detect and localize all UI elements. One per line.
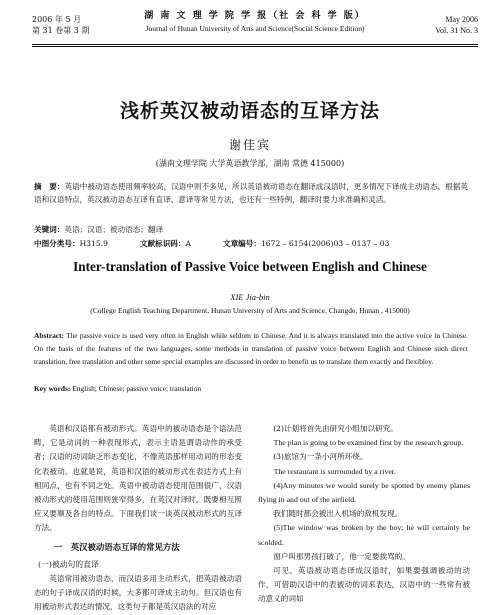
header-journal-name <box>142 10 368 34</box>
example-3-en: The restaurant is surrounded by a river. <box>273 466 396 476</box>
example-5-cn: 窗户叫那男孩打破了，他一定要挨骂的。 <box>273 551 410 561</box>
intro-paragraph: 英语和汉语都有被动形式。英语中的被动语态是个语法范畴，它是动词的一种表现形式，表示主语是谓语动作的承受者；汉语的动词缺乏形态变化，不像英语那样用动词的形态变化表被动。也就是说，英语和汉语的被动形式在表达方式上有相同点，也有不同之处。英语中被动语态使用范围很广，汉语被动形式的使用范围则狭窄得多，在英汉对译时，既要相互照应又要顺及各自的特点。下面我们谈一谈英汉被动形式的互译方法。 <box>34 424 242 533</box>
header-rule-second <box>32 46 478 47</box>
header-rule <box>32 44 478 45</box>
abstract-en-text: The passive voice is used very often in English while seldom in Chinese. And it is always translated into the active voice in Chinese. On the basis of the features of the two languages, some methods in translation of passive voice between English and Chinese such direct translation, free translation and other some special examples are discussed in order to benefit us to translate them exactly and flexibley. <box>34 331 468 366</box>
author-name-en: XIE Jia-bin <box>230 292 270 302</box>
example-5-en: (5)The window was broken by the boy; he will certainly be scolded. <box>258 523 470 547</box>
keywords-en-label: Key words: <box>34 384 71 393</box>
keywords-en <box>34 383 468 395</box>
example-4-en: (4)Any minutes we would surely be spotted by enemy planes flying in and out of the airfield. <box>258 480 470 505</box>
body-paragraph-right: 可见，英语被动语态译成汉语时，如果要强调被动的动作，可借助汉语中的表被动的词来表达，汉语中的一些常有被动意义的词如 <box>258 566 470 604</box>
keywords-cn <box>34 224 468 236</box>
header-date-cn: 2006 年 5 月 <box>32 15 82 24</box>
article-number-label: 文章编号： <box>222 239 261 248</box>
running-header <box>32 6 478 48</box>
article-title-en: Inter-translation of Passive Voice between English and Chinese <box>73 259 427 274</box>
header-date-en: May 2006 <box>445 15 478 24</box>
affiliation-en: (College English Teaching Department, Hunan University of Arts and Science. Changde, Hunan , 415000) <box>90 306 410 315</box>
body-paragraph-left: 英语常用被动语态，而汉语多用主动形式，把英语被动语态的句子译成汉语的时候，大多都可译成主动句。但汉语也有用被动形式表达的情况，这类句子都是英汉语法的对应 <box>34 574 242 612</box>
affiliation-cn: (湖南文理学院 大学英语教学部，湖南 常德 415000) <box>155 159 345 168</box>
subsection-title: (一)被动句的直译 <box>38 559 99 569</box>
abstract-cn-label: 摘 要： <box>34 182 65 191</box>
header-issue-cn <box>32 14 89 36</box>
abstract-en <box>34 330 468 368</box>
classification-row <box>34 238 468 250</box>
keywords-cn-text: 英语；汉语；被动语态；翻译 <box>64 225 164 234</box>
header-issue-en <box>435 14 478 36</box>
abstract-cn-text: 英语中被动语态使用频率较高，汉语中则不多见，所以英语被动语态在翻译成汉语时，更多情况下译成主动语态。根据英语和汉语特点，英汉被动语态互译有直译、意译等常见方法，也还有一些特例，翻译时要力求准确和灵活。 <box>34 182 469 204</box>
section-title: 一 英汉被动语态互译的常见方法 <box>54 541 180 552</box>
clc-value: H315.9 <box>79 239 108 248</box>
header-volume-en: Vol. 31 No. 3 <box>435 26 478 35</box>
example-2-cn: (2)计划将首先由研究小组加以研究。 <box>273 424 398 433</box>
example-4-cn: 我们随时都会被出入机场的敌机发现。 <box>273 509 403 519</box>
journal-name-en: Journal of Hunan University of Arts and Science(Social Science Edition) <box>145 24 365 33</box>
example-2-en: The plan is going to be examined first by the research group. <box>273 438 464 448</box>
doc-code-label: 文献标识码： <box>139 239 186 248</box>
keywords-cn-label: 关键词： <box>34 225 65 234</box>
body-column-left <box>34 422 242 615</box>
body-column-right <box>258 422 470 607</box>
author-name-cn: 谢佳宾 <box>228 138 271 152</box>
abstract-cn <box>34 180 468 206</box>
journal-name-cn: 湖 南 文 理 学 院 学 报（社 会 科 学 版） <box>144 11 366 21</box>
doc-code-value: A <box>185 239 191 248</box>
article-title-cn: 浅析英汉被动语态的互译方法 <box>119 100 380 122</box>
keywords-en-text: English; Chinese; passive voice; translation <box>70 384 202 393</box>
header-volume-cn: 第 31 卷第 3 期 <box>32 26 90 35</box>
abstract-en-label: Abstract: <box>34 331 64 340</box>
example-3-cn: (3)旅馆为一条小河所环绕。 <box>273 452 368 462</box>
article-number-value: 1672 – 6154(2006)03 – 0137 – 03 <box>260 239 390 248</box>
clc-label: 中图分类号： <box>34 239 80 248</box>
